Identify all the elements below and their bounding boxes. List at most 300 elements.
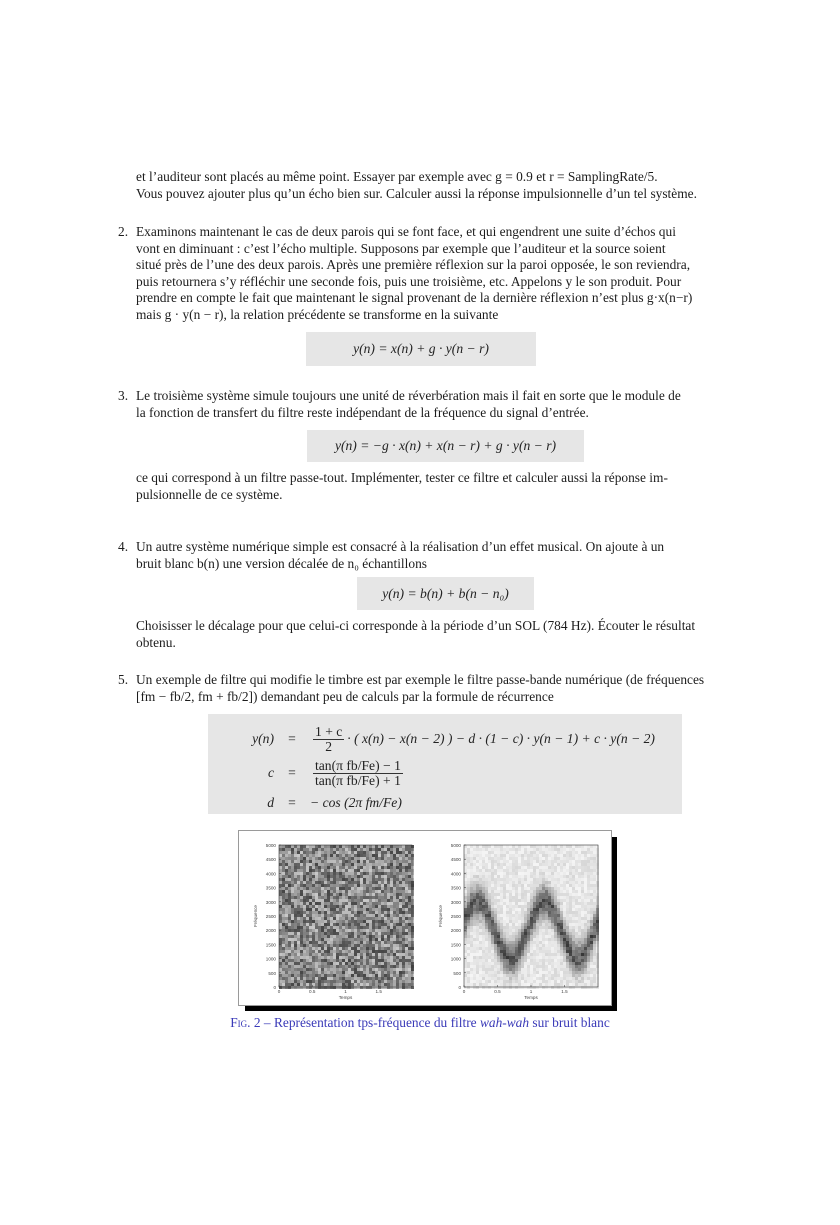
spectrogram-cell [491, 854, 494, 857]
spectrogram-cell [491, 917, 494, 920]
spectrogram-cell [411, 971, 414, 974]
spectrogram-cell [288, 887, 291, 890]
spectrogram-cell [497, 956, 500, 959]
spectrogram-cell [363, 905, 366, 908]
spectrogram-cell [473, 902, 476, 905]
spectrogram-cell [485, 965, 488, 968]
spectrogram-cell [503, 887, 506, 890]
denominator: 2 [325, 738, 333, 754]
spectrogram-cell [387, 929, 390, 932]
spectrogram-cell [354, 959, 357, 962]
spectrogram-cell [306, 932, 309, 935]
spectrogram-cell [488, 914, 491, 917]
spectrogram-cell [533, 884, 536, 887]
spectrogram-cell [312, 851, 315, 854]
spectrogram-cell [297, 953, 300, 956]
spectrogram-cell [479, 947, 482, 950]
spectrogram-cell [476, 908, 479, 911]
spectrogram-cell [294, 920, 297, 923]
spectrogram-cell [285, 887, 288, 890]
spectrogram-cell [485, 908, 488, 911]
spectrogram-cell [312, 875, 315, 878]
spectrogram-cell [411, 920, 414, 923]
spectrogram-cell [294, 917, 297, 920]
spectrogram-cell [294, 893, 297, 896]
spectrogram-cell [303, 884, 306, 887]
spectrogram-cell [467, 929, 470, 932]
spectrogram-cell [593, 887, 596, 890]
spectrogram-cell [279, 875, 282, 878]
spectrogram-cell [560, 890, 563, 893]
spectrogram-cell [390, 968, 393, 971]
spectrogram-cell [545, 947, 548, 950]
spectrogram-cell [476, 971, 479, 974]
spectrogram-cell [402, 884, 405, 887]
spectrogram-cell [494, 947, 497, 950]
spectrogram-cell [390, 878, 393, 881]
spectrogram-cell [491, 968, 494, 971]
spectrogram-cell [354, 986, 357, 989]
text-line: puis retournera s’y réfléchir une seconde fois, puis une troisième, etc. Appelons y le son produit. Pour [136, 273, 682, 289]
spectrogram-cell [530, 869, 533, 872]
spectrogram-cell [473, 953, 476, 956]
spectrogram-cell [282, 944, 285, 947]
spectrogram-cell [503, 953, 506, 956]
spectrogram-cell [339, 866, 342, 869]
caption-italic: wah-wah [479, 1015, 530, 1030]
list-number: 2. [118, 224, 129, 239]
spectrogram-cell [542, 962, 545, 965]
spectrogram-cell [384, 890, 387, 893]
spectrogram-cell [488, 857, 491, 860]
spectrogram-cell [479, 869, 482, 872]
spectrogram-cell [336, 848, 339, 851]
spectrogram-cell [491, 851, 494, 854]
spectrogram-cell [390, 851, 393, 854]
spectrogram-cell [590, 917, 593, 920]
spectrogram-cell [539, 881, 542, 884]
spectrogram-cell [372, 893, 375, 896]
spectrogram-cell [330, 869, 333, 872]
spectrogram-cell [548, 974, 551, 977]
spectrogram-cell [387, 953, 390, 956]
spectrogram-cell [399, 899, 402, 902]
spectrogram-cell [521, 968, 524, 971]
spectrogram-cell [491, 914, 494, 917]
spectrogram-cell [590, 863, 593, 866]
spectrogram-cell [408, 893, 411, 896]
spectrogram-cell [348, 938, 351, 941]
equation-all-pass [307, 430, 584, 462]
spectrogram-cell [512, 866, 515, 869]
spectrogram-cell [536, 932, 539, 935]
spectrogram-cell [342, 890, 345, 893]
spectrogram-cell [372, 977, 375, 980]
spectrogram-cell [485, 917, 488, 920]
spectrogram-cell [530, 920, 533, 923]
spectrogram-cell [539, 911, 542, 914]
spectrogram-cell [497, 950, 500, 953]
spectrogram-cell [497, 905, 500, 908]
spectrogram-cell [482, 956, 485, 959]
spectrogram-cell [351, 848, 354, 851]
spectrogram-cell [548, 977, 551, 980]
spectrogram-cell [393, 944, 396, 947]
spectrogram-cell [536, 986, 539, 989]
spectrogram-cell [557, 929, 560, 932]
text-line: Vous pouvez ajouter plus qu’un écho bien sur. Calculer aussi la réponse impulsionnelle d’un tel système. [136, 185, 697, 201]
spectrogram-cell [524, 920, 527, 923]
spectrogram-cell [399, 986, 402, 989]
spectrogram-cell [351, 857, 354, 860]
spectrogram-cell [542, 941, 545, 944]
spectrogram-cell [569, 902, 572, 905]
spectrogram-cell [554, 908, 557, 911]
spectrogram-cell [494, 899, 497, 902]
spectrogram-cell [494, 935, 497, 938]
spectrogram-cell [345, 941, 348, 944]
spectrogram-cell [596, 896, 599, 899]
spectrogram-cell [548, 872, 551, 875]
spectrogram-cell [336, 872, 339, 875]
spectrogram-cell [578, 968, 581, 971]
spectrogram-cell [584, 899, 587, 902]
spectrogram-cell [578, 920, 581, 923]
spectrogram-cell [503, 980, 506, 983]
spectrogram-cell [288, 866, 291, 869]
spectrogram-cell [545, 908, 548, 911]
spectrogram-cell [411, 926, 414, 929]
spectrogram-cell [330, 923, 333, 926]
spectrogram-cell [572, 926, 575, 929]
spectrogram-cell [330, 911, 333, 914]
spectrogram-cell [587, 911, 590, 914]
spectrogram-cell [363, 956, 366, 959]
spectrogram-cell [321, 890, 324, 893]
spectrogram-cell [479, 980, 482, 983]
spectrogram-cell [470, 899, 473, 902]
spectrogram-cell [539, 923, 542, 926]
spectrogram-cell [521, 920, 524, 923]
spectrogram-cell [488, 905, 491, 908]
spectrogram-cell [563, 950, 566, 953]
spectrogram-cell [524, 917, 527, 920]
spectrogram-cell [518, 917, 521, 920]
spectrogram-cell [590, 944, 593, 947]
spectrogram-cell [324, 848, 327, 851]
spectrogram-cell [279, 908, 282, 911]
spectrogram-cell [551, 881, 554, 884]
spectrogram-cell [584, 857, 587, 860]
spectrogram-cell [560, 923, 563, 926]
spectrogram-cell [473, 869, 476, 872]
spectrogram-cell [324, 923, 327, 926]
spectrogram-cell [485, 857, 488, 860]
spectrogram-cell [384, 854, 387, 857]
spectrogram-cell [318, 986, 321, 989]
spectrogram-cell [324, 872, 327, 875]
spectrogram-cell [282, 866, 285, 869]
spectrogram-cell [282, 875, 285, 878]
spectrogram-cell [536, 950, 539, 953]
spectrogram-cell [396, 932, 399, 935]
spectrogram-cell [587, 980, 590, 983]
spectrogram-cell [470, 971, 473, 974]
spectrogram-cell [467, 869, 470, 872]
spectrogram-cell [581, 980, 584, 983]
spectrogram-cell [390, 872, 393, 875]
spectrogram-cell [533, 971, 536, 974]
spectrogram-cell [384, 920, 387, 923]
spectrogram-cell [336, 860, 339, 863]
spectrogram-cell [282, 848, 285, 851]
spectrogram-cell [563, 980, 566, 983]
spectrogram-cell [563, 944, 566, 947]
spectrogram-cell [488, 980, 491, 983]
spectrogram-cell [333, 896, 336, 899]
spectrogram-cell [387, 887, 390, 890]
spectrogram-cell [330, 962, 333, 965]
spectrogram-cell [572, 965, 575, 968]
spectrogram-cell [348, 875, 351, 878]
spectrogram-cell [536, 905, 539, 908]
intro-paragraph [136, 169, 756, 202]
spectrogram-cell [545, 884, 548, 887]
spectrogram-cell [321, 893, 324, 896]
spectrogram-cell [291, 971, 294, 974]
spectrogram-cell [518, 971, 521, 974]
spectrogram-cell [375, 887, 378, 890]
spectrogram-cell [393, 917, 396, 920]
spectrogram-cell [503, 956, 506, 959]
spectrogram-cell [294, 896, 297, 899]
spectrogram-cell [464, 854, 467, 857]
spectrogram-cell [306, 851, 309, 854]
spectrogram-cell [509, 938, 512, 941]
spectrogram-cell [551, 866, 554, 869]
spectrogram-cell [581, 965, 584, 968]
spectrogram-cell [503, 950, 506, 953]
spectrogram-cell [378, 857, 381, 860]
spectrogram-cell [309, 932, 312, 935]
spectrogram-cell [318, 974, 321, 977]
spectrogram-cell [408, 950, 411, 953]
spectrogram-cell [321, 869, 324, 872]
spectrogram-cell [485, 974, 488, 977]
spectrogram-cell [408, 914, 411, 917]
spectrogram-cell [378, 893, 381, 896]
spectrogram-cell [342, 908, 345, 911]
spectrogram-cell [551, 965, 554, 968]
spectrogram-cell [479, 926, 482, 929]
spectrogram-cell [360, 899, 363, 902]
spectrogram-cell [539, 884, 542, 887]
spectrogram-cell [476, 980, 479, 983]
spectrogram-cell [345, 938, 348, 941]
spectrogram-cell [327, 860, 330, 863]
spectrogram-cell [533, 905, 536, 908]
spectrogram-cell [569, 965, 572, 968]
spectrogram-cell [506, 917, 509, 920]
spectrogram-cell [584, 923, 587, 926]
spectrogram-cell [387, 860, 390, 863]
spectrogram-cell [524, 965, 527, 968]
spectrogram-cell [297, 941, 300, 944]
spectrogram-cell [494, 893, 497, 896]
spectrogram-cell [542, 896, 545, 899]
spectrogram-cell [539, 887, 542, 890]
spectrogram-cell [390, 848, 393, 851]
spectrogram-cell [333, 980, 336, 983]
spectrogram-cell [405, 968, 408, 971]
spectrogram-cell [339, 881, 342, 884]
spectrogram-cell [300, 920, 303, 923]
spectrogram-cell [563, 914, 566, 917]
spectrogram-cell [312, 959, 315, 962]
spectrogram-cell [378, 890, 381, 893]
spectrogram-cell [530, 854, 533, 857]
spectrogram-cell [345, 863, 348, 866]
spectrogram-cell [545, 854, 548, 857]
spectrogram-cell [411, 953, 414, 956]
spectrogram-cell [375, 968, 378, 971]
spectrogram-cell [285, 944, 288, 947]
spectrogram-cell [312, 941, 315, 944]
spectrogram-cell [327, 920, 330, 923]
spectrogram-cell [485, 884, 488, 887]
spectrogram-cell [494, 950, 497, 953]
spectrogram-cell [485, 938, 488, 941]
spectrogram-cell [584, 920, 587, 923]
spectrogram-cell [321, 911, 324, 914]
spectrogram-cell [312, 848, 315, 851]
spectrogram-cell [590, 965, 593, 968]
spectrogram-cell [473, 932, 476, 935]
spectrogram-cell [539, 941, 542, 944]
spectrogram-cell [521, 866, 524, 869]
spectrogram-cell [470, 974, 473, 977]
spectrogram-cell [572, 869, 575, 872]
spectrogram-cell [402, 971, 405, 974]
spectrogram-cell [294, 851, 297, 854]
spectrogram-cell [321, 983, 324, 986]
spectrogram-cell [560, 905, 563, 908]
spectrogram-cell [515, 965, 518, 968]
spectrogram-cell [387, 884, 390, 887]
spectrogram-cell [593, 893, 596, 896]
spectrogram-cell [282, 977, 285, 980]
spectrogram-cell [473, 956, 476, 959]
spectrogram-cell [381, 977, 384, 980]
spectrogram-cell [300, 977, 303, 980]
spectrogram-cell [327, 899, 330, 902]
spectrogram-cell [560, 962, 563, 965]
spectrogram-cell [378, 851, 381, 854]
spectrogram-cell [354, 908, 357, 911]
spectrogram-cell [470, 890, 473, 893]
spectrogram-cell [518, 950, 521, 953]
spectrogram-cell [375, 929, 378, 932]
spectrogram-cell [339, 962, 342, 965]
spectrogram-cell [300, 947, 303, 950]
spectrogram-cell [321, 941, 324, 944]
spectrogram-cell [390, 974, 393, 977]
spectrogram-cell [396, 890, 399, 893]
spectrogram-cell [527, 848, 530, 851]
spectrogram-cell [557, 890, 560, 893]
spectrogram-cell [572, 860, 575, 863]
spectrogram-cell [330, 914, 333, 917]
spectrogram-cell [327, 944, 330, 947]
spectrogram-cell [524, 947, 527, 950]
spectrogram-cell [524, 878, 527, 881]
spectrogram-cell [363, 896, 366, 899]
spectrogram-cell [479, 938, 482, 941]
spectrogram-cell [291, 887, 294, 890]
spectrogram-cell [300, 941, 303, 944]
spectrogram-cell [288, 857, 291, 860]
spectrogram-cell [593, 959, 596, 962]
spectrogram-cell [393, 845, 396, 848]
spectrogram-cell [333, 899, 336, 902]
spectrogram-cell [566, 884, 569, 887]
spectrogram-cell [479, 932, 482, 935]
spectrogram-cell [539, 968, 542, 971]
spectrogram-cell [530, 941, 533, 944]
spectrogram-cell [467, 860, 470, 863]
spectrogram-cell [396, 986, 399, 989]
spectrogram-cell [288, 950, 291, 953]
spectrogram-cell [408, 926, 411, 929]
spectrogram-cell [330, 875, 333, 878]
spectrogram-cell [411, 854, 414, 857]
spectrogram-cell [530, 971, 533, 974]
spectrogram-cell [590, 959, 593, 962]
spectrogram-cell [282, 881, 285, 884]
spectrogram-cell [512, 887, 515, 890]
spectrogram-cell [470, 950, 473, 953]
spectrogram-cell [372, 935, 375, 938]
spectrogram-cell [575, 971, 578, 974]
spectrogram-cell [297, 893, 300, 896]
spectrogram-cell [521, 884, 524, 887]
spectrogram-cell [315, 896, 318, 899]
spectrogram-cell [285, 962, 288, 965]
spectrogram-cell [557, 959, 560, 962]
spectrogram-cell [464, 968, 467, 971]
spectrogram-cell [339, 902, 342, 905]
spectrogram-cell [321, 926, 324, 929]
spectrogram-cell [399, 875, 402, 878]
spectrogram-cell [500, 959, 503, 962]
spectrogram-cell [369, 983, 372, 986]
spectrogram-cell [584, 911, 587, 914]
spectrogram-cell [384, 881, 387, 884]
spectrogram-cell [578, 887, 581, 890]
spectrogram-cell [572, 929, 575, 932]
spectrogram-cell [309, 896, 312, 899]
spectrogram-cell [569, 932, 572, 935]
spectrogram-cell [411, 962, 414, 965]
spectrogram-cell [578, 950, 581, 953]
spectrogram-cell [327, 932, 330, 935]
spectrogram-cell [297, 938, 300, 941]
spectrogram-cell [396, 935, 399, 938]
x-axis-label: Temps [338, 995, 353, 1000]
spectrogram-cell [354, 941, 357, 944]
spectrogram-cell [300, 965, 303, 968]
spectrogram-cell [551, 851, 554, 854]
